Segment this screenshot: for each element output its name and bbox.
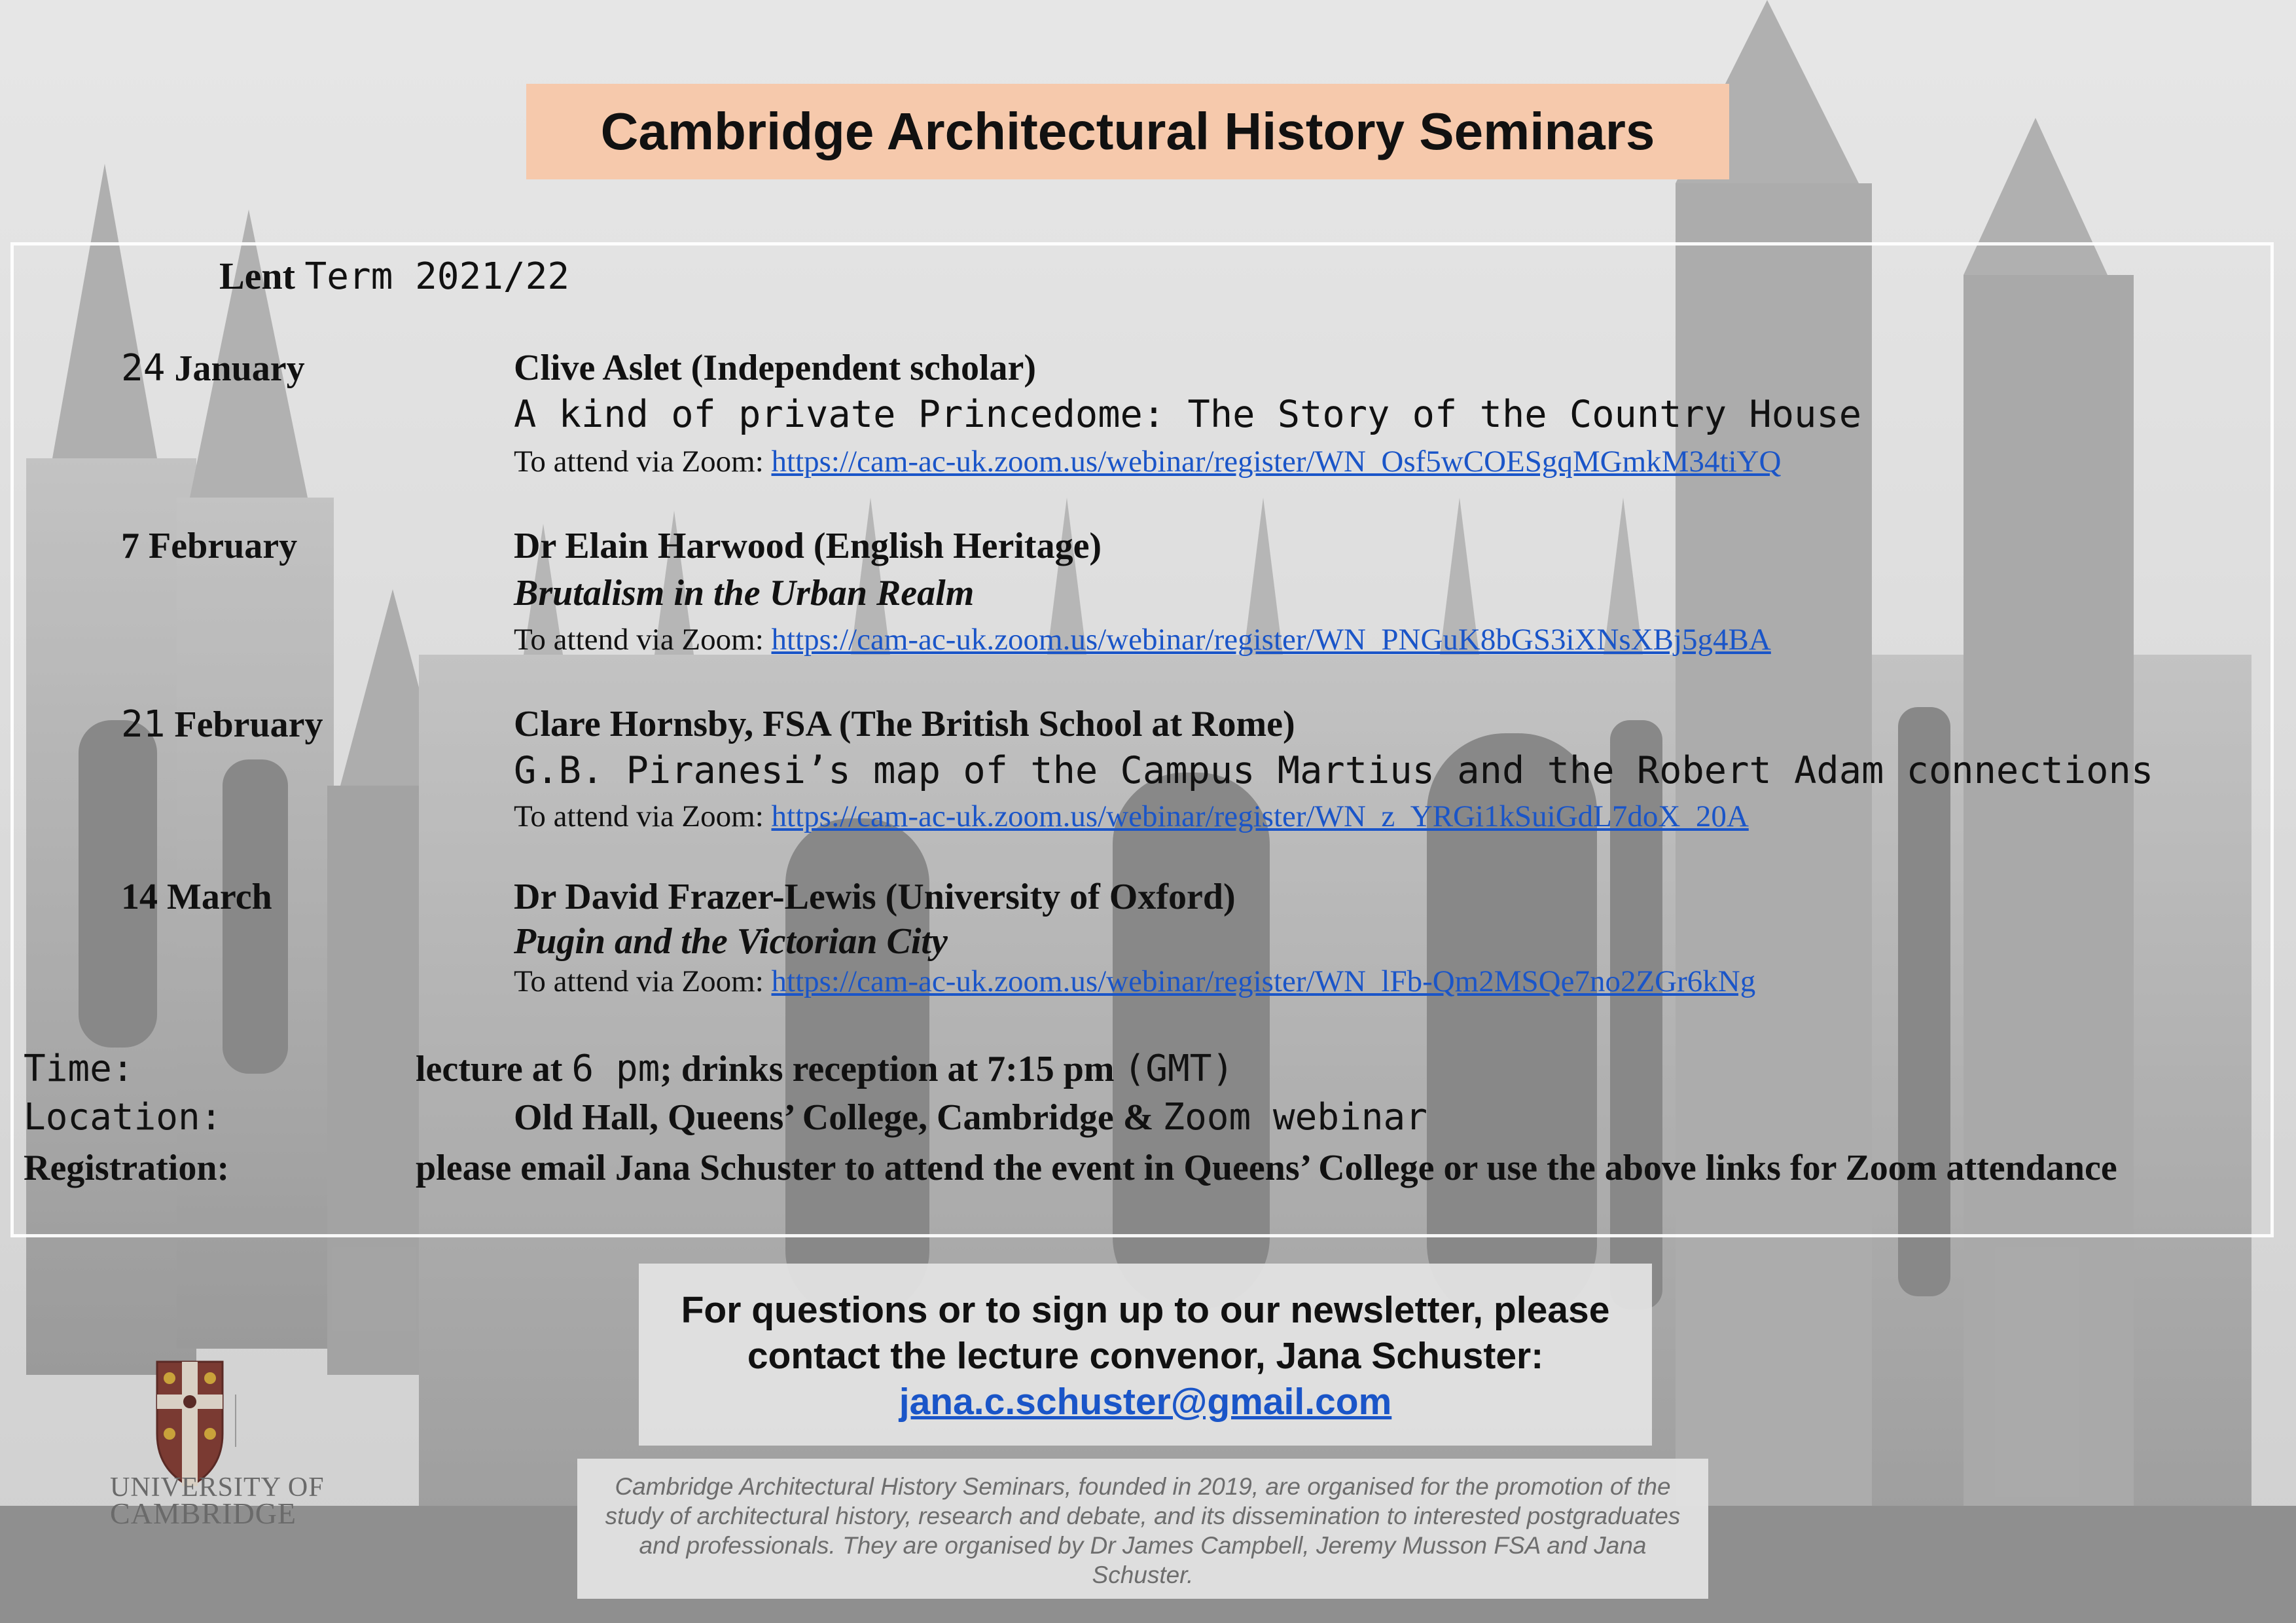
page-title: Cambridge Architectural History Seminars <box>600 102 1655 160</box>
time-part: (GMT) <box>1123 1048 1234 1090</box>
time-part: 6 pm <box>571 1048 660 1090</box>
term-word: Lent <box>219 255 295 297</box>
zoom-link[interactable]: https://cam-ac-uk.zoom.us/webinar/register/WN_PNGuK8bGS3iXNsXBj5g4BA <box>771 623 1771 657</box>
location-value <box>514 1096 1427 1139</box>
contact-email-link[interactable]: jana.c.schuster@gmail.com <box>899 1381 1392 1423</box>
location-part: Old Hall, Queens’ College, Cambridge & <box>514 1097 1163 1138</box>
event-date-month: February <box>174 704 323 745</box>
zoom-label: To attend via Zoom: <box>514 964 772 998</box>
event-zoom-line <box>514 622 1771 657</box>
event-date-month: January <box>174 348 305 389</box>
wordmark-line: UNIVERSITY OF <box>110 1472 325 1503</box>
time-part: ; drinks reception at 7:15 pm <box>660 1049 1124 1089</box>
time-part: lecture at <box>416 1049 572 1089</box>
wordmark-line: CAMBRIDGE <box>110 1497 297 1530</box>
about-box: Cambridge Architectural History Seminars, founded in 2019, are organised for the promotion of the study of architectural history, research and debate, and its dissemination to interested postgraduates and professionals. They are organised by Dr James Campbell, Jeremy Musson FSA and Jana Schuster. <box>577 1459 1708 1599</box>
zoom-label: To attend via Zoom: <box>514 623 772 657</box>
event-talk-title: G.B. Piranesi’s map of the Campus Martius and the Robert Adam connections <box>514 749 2154 792</box>
registration-value: please email Jana Schuster to attend the event in Queens’ College or use the above links for Zoom attendance <box>416 1148 2117 1188</box>
registration-label: Registration: <box>24 1148 230 1188</box>
contact-line: contact the lecture convenor, Jana Schuster: <box>747 1335 1544 1377</box>
location-part: Zoom webinar <box>1162 1096 1427 1139</box>
event-date-month: March <box>167 877 272 917</box>
event-date-day: 24 <box>121 347 166 390</box>
term-year: Term 2021/22 <box>304 255 570 298</box>
contact-box <box>639 1264 1652 1446</box>
location-label: Location: <box>24 1096 223 1139</box>
event-speaker: Clive Aslet (Independent scholar) <box>514 348 1036 388</box>
zoom-link[interactable]: https://cam-ac-uk.zoom.us/webinar/register/WN_lFb-Qm2MSQe7no2ZGr6kNg <box>771 964 1756 998</box>
event-speaker: Dr Elain Harwood (English Heritage) <box>514 526 1102 566</box>
event-date-day: 14 <box>121 877 158 917</box>
term-heading <box>219 254 569 298</box>
zoom-link[interactable]: https://cam-ac-uk.zoom.us/webinar/register/WN_z_YRGi1kSuiGdL7doX_20A <box>771 799 1749 833</box>
event-date <box>121 876 272 918</box>
zoom-link[interactable]: https://cam-ac-uk.zoom.us/webinar/register/WN_Osf5wCOESgqMGmkM34tiYQ <box>771 445 1782 479</box>
event-talk-title: A kind of private Princedome: The Story of the Country House <box>514 393 1862 436</box>
university-wordmark <box>110 1472 325 1530</box>
event-zoom-line <box>514 444 1781 479</box>
event-date <box>121 347 305 390</box>
event-date-day: 7 <box>121 526 139 566</box>
event-talk-title: Brutalism in the Urban Realm <box>514 573 975 613</box>
zoom-label: To attend via Zoom: <box>514 445 772 479</box>
event-speaker: Dr David Frazer-Lewis (University of Oxford) <box>514 877 1236 917</box>
title-banner <box>526 84 1729 179</box>
event-zoom-line <box>514 964 1755 999</box>
event-date <box>121 703 323 746</box>
event-date <box>121 525 297 567</box>
event-speaker: Clare Hornsby, FSA (The British School at Rome) <box>514 704 1295 744</box>
zoom-label: To attend via Zoom: <box>514 799 772 833</box>
event-zoom-line <box>514 799 1749 834</box>
time-label: Time: <box>24 1048 134 1090</box>
time-value <box>416 1048 1234 1090</box>
event-talk-title: Pugin and the Victorian City <box>514 921 948 962</box>
event-date-month: February <box>149 526 298 566</box>
event-date-day: 21 <box>121 703 166 746</box>
contact-line: For questions or to sign up to our newsletter, please <box>681 1289 1610 1331</box>
